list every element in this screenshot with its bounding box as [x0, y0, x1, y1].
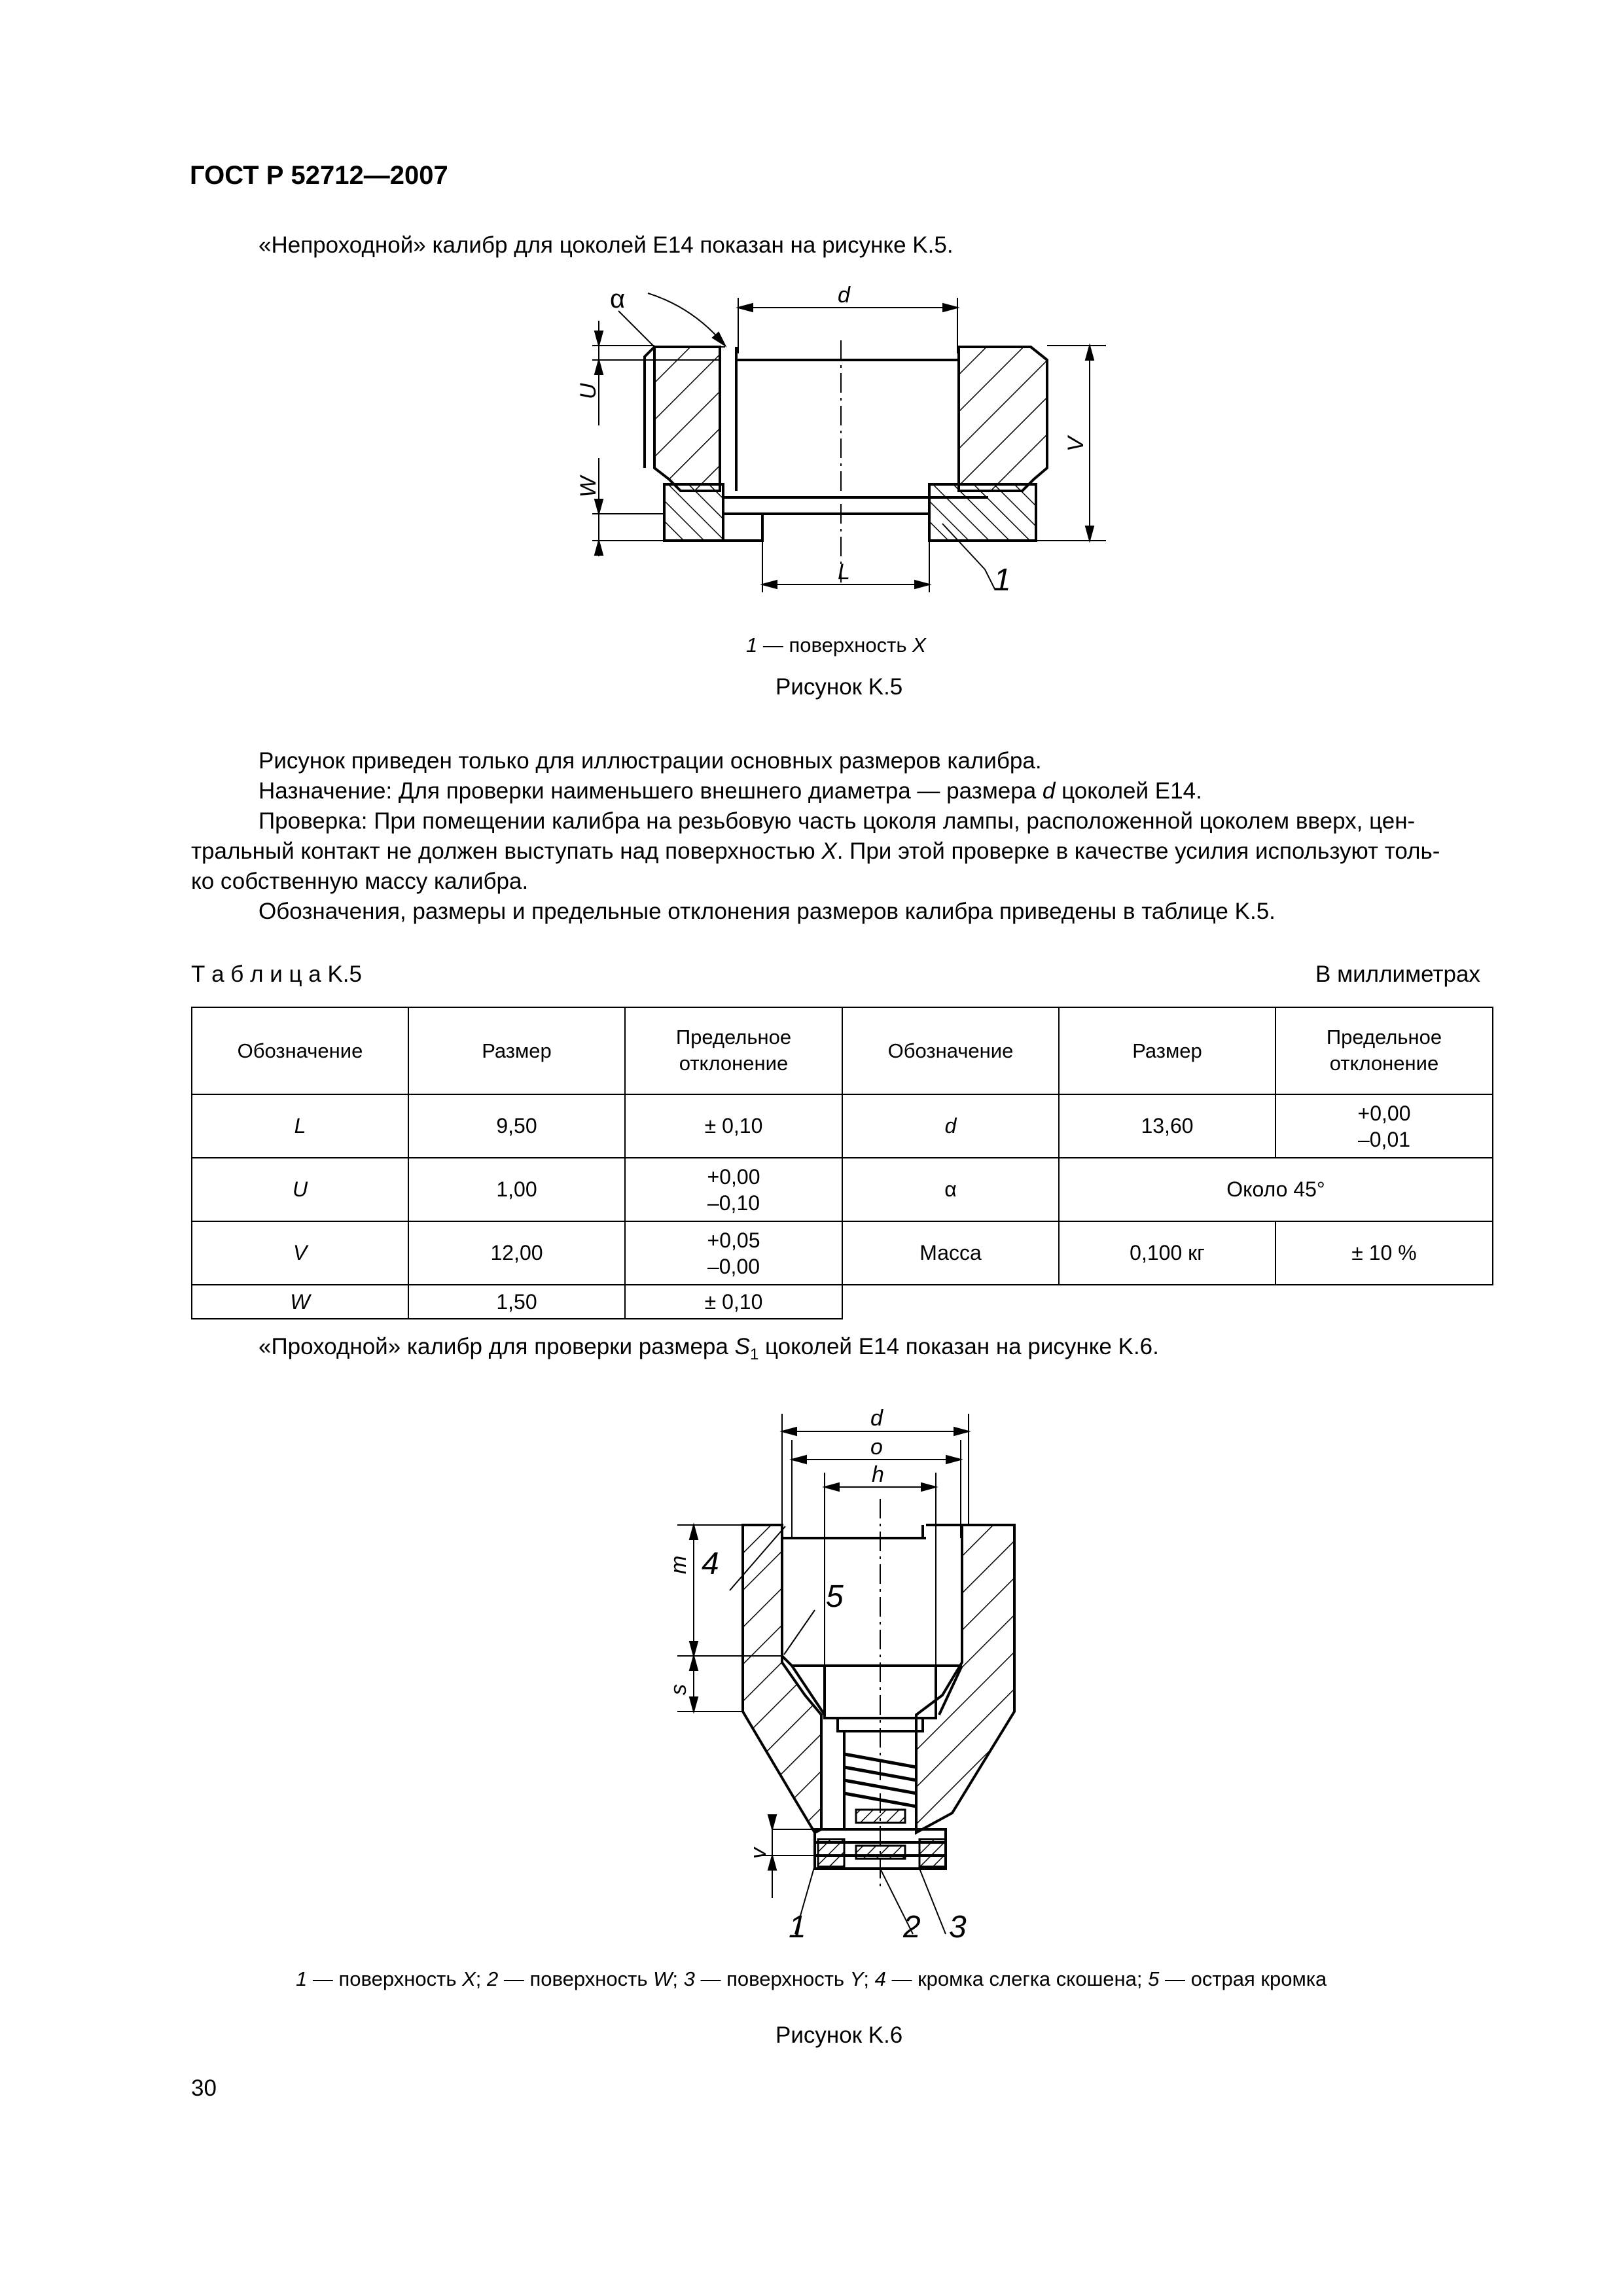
paragraph-3-line-3: ко собственную массу калибра.: [191, 869, 529, 894]
k5-label-d: d: [838, 283, 850, 308]
table-title: Т а б л и ц а K.5: [191, 961, 362, 987]
page-number: 30: [191, 2075, 217, 2101]
paragraph-2: Назначение: Для проверки наименьшего внешнего диаметра — размера d цоколей E14.: [259, 778, 1202, 804]
k6-label-1: 1: [789, 1910, 806, 1945]
k6-label-d: d: [870, 1406, 883, 1431]
th-deviation: Предельное отклонение: [625, 1007, 842, 1094]
k6-label-h: h: [872, 1462, 884, 1487]
table-row: V 12,00 +0,05 –0,00 Масса 0,100 кг ± 10 %: [192, 1221, 1493, 1285]
table-row: L 9,50 ± 0,10 d 13,60 +0,00 –0,01: [192, 1094, 1493, 1158]
paragraph-3-line-1: Проверка: При помещении калибра на резьбовую часть цоколя лампы, расположенной цоколем вверх, цен-: [259, 808, 1416, 834]
k6-label-o: o: [870, 1435, 883, 1460]
th-size-2: Размер: [1059, 1007, 1275, 1094]
th-designation: Обозначение: [192, 1007, 408, 1094]
k5-label-V: V: [1063, 437, 1088, 452]
k6-label-3: 3: [949, 1910, 967, 1945]
k5-label-U: U: [576, 383, 601, 399]
intro-figure-k6: «Проходной» калибр для проверки размера $S_1$ цоколей E14 показан на рисунке K.6.: [259, 1334, 1159, 1363]
k6-label-4: 4: [702, 1547, 719, 1581]
k6-label-m: m: [666, 1555, 691, 1574]
document-header: ГОСТ Р 52712—2007: [190, 161, 448, 190]
th-deviation-2: Предельное отклонение: [1275, 1007, 1493, 1094]
k5-label-1: 1: [993, 563, 1011, 598]
k5-label-L: L: [838, 560, 850, 584]
intro-figure-k5: «Непроходной» калибр для цоколей E14 показан на рисунке K.5.: [259, 232, 954, 258]
paragraph-4: Обозначения, размеры и предельные отклонения размеров калибра приведены в таблице K.5.: [259, 899, 1275, 924]
paragraph-1: Рисунок приведен только для иллюстрации основных размеров калибра.: [259, 748, 1042, 774]
table-row: W 1,50 ± 0,10: [192, 1285, 1493, 1319]
table-units: В миллиметрах: [1315, 961, 1480, 987]
k5-caption: Рисунок K.5: [776, 674, 903, 700]
k6-legend: 1 — поверхность X; 2 — поверхность W; 3 — поверхность Y; 4 — кромка слегка скошена; 5 — острая кромка: [296, 1967, 1327, 1990]
k6-caption: Рисунок K.6: [776, 2022, 903, 2048]
k6-label-2: 2: [903, 1910, 921, 1945]
k6-label-5: 5: [826, 1579, 844, 1614]
table-row: U 1,00 +0,00 –0,10 α Около 45°: [192, 1158, 1493, 1221]
k6-label-s: s: [666, 1684, 691, 1695]
th-designation-2: Обозначение: [842, 1007, 1059, 1094]
k6-label-v: v: [746, 1848, 771, 1859]
k5-label-alpha: α: [610, 285, 626, 314]
th-size: Размер: [408, 1007, 625, 1094]
k5-label-W: W: [576, 476, 601, 497]
paragraph-3-line-2: тральный контакт не должен выступать над поверхностью X. При этой проверке в качестве усилия используют толь-: [191, 838, 1440, 864]
k5-legend: 1 — поверхность X: [746, 634, 926, 656]
